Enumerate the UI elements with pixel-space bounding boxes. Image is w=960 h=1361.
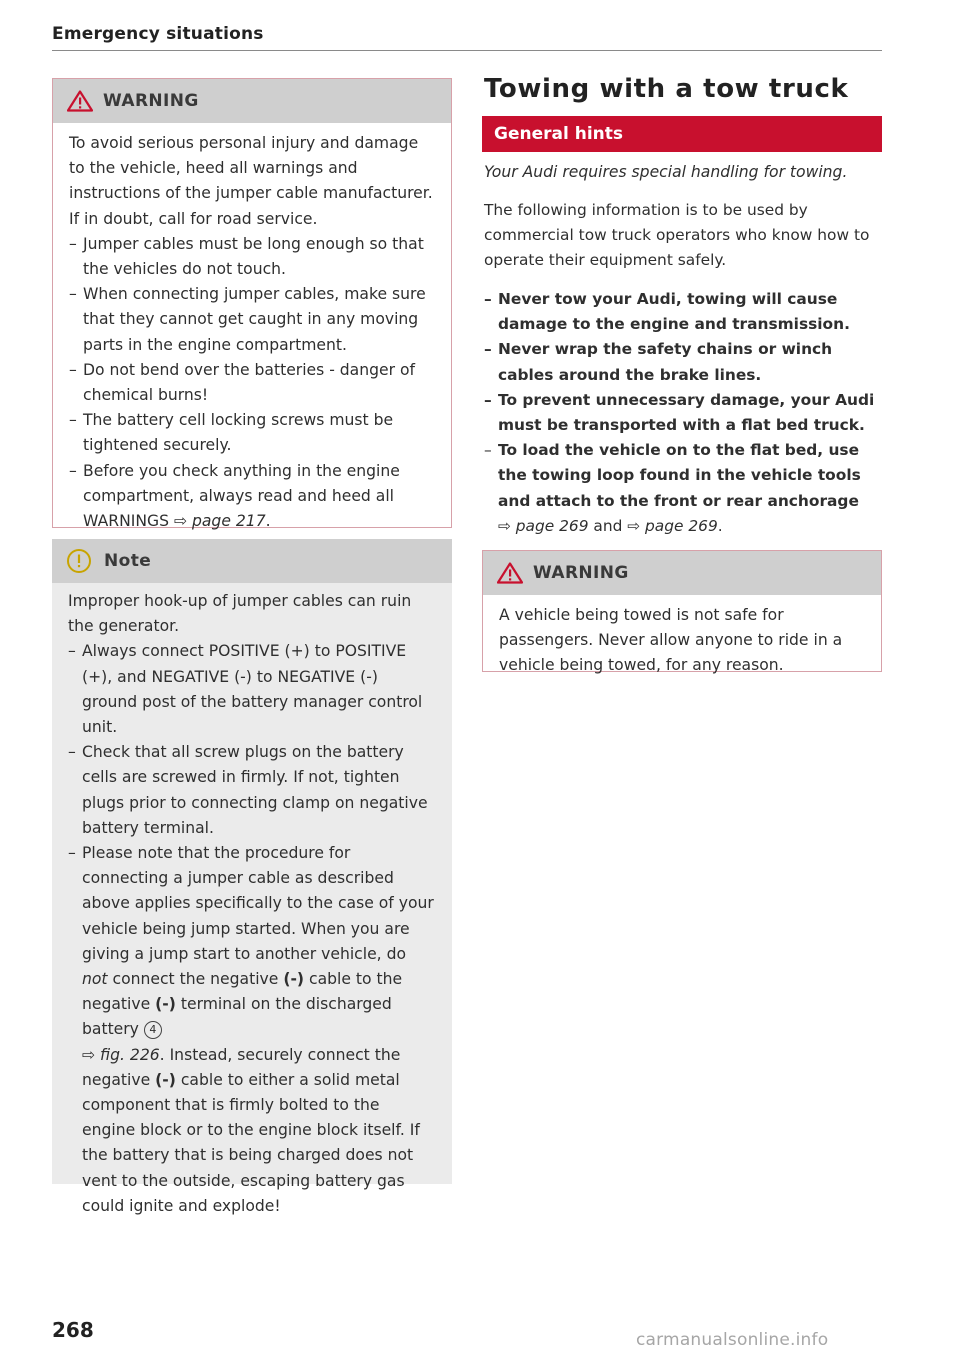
page-number: 268 xyxy=(52,1318,94,1342)
list-item: – Always connect POSITIVE (+) to POSITIVE (+), and NEGATIVE (-) to NEGATIVE (-) ground post of the battery manager control unit. xyxy=(68,639,436,740)
negative-symbol: (-) xyxy=(283,970,305,989)
section-title: Towing with a tow truck xyxy=(484,74,849,104)
warning-box-passengers xyxy=(482,550,882,675)
note-text: cable to the negative xyxy=(82,970,403,1014)
note-intro: Improper hook-up of jumper cables can ruin the generator. xyxy=(68,592,412,636)
list-item: – Never tow your Audi, towing will cause damage to the engine and transmission. xyxy=(484,287,880,337)
list-item: – The battery cell locking screws must be tightened securely. xyxy=(69,408,435,458)
note-body xyxy=(52,583,452,1225)
section-header: Emergency situations xyxy=(52,24,264,44)
page-reference-link[interactable]: ⇨ page 269 xyxy=(627,516,718,535)
negative-symbol: (-) xyxy=(155,1070,176,1089)
warning-triangle-icon xyxy=(67,90,93,112)
list-item-text: To load the vehicle on to the flat bed, use the towing loop found in the vehicle tools and attach to the front or rear anchorage xyxy=(498,441,861,510)
list-item-end: . xyxy=(717,516,723,535)
note-emphasis: not xyxy=(82,970,108,989)
page-reference-link[interactable]: ⇨ page 217 xyxy=(173,512,266,531)
warning-body: A vehicle being towed is not safe for passengers. Never allow anyone to ride in a vehicle being towed, for any reason. xyxy=(499,606,843,675)
note-title: Note xyxy=(104,551,152,571)
towing-list xyxy=(484,287,880,539)
header-divider xyxy=(52,50,882,51)
watermark: carmanualsonline.info xyxy=(636,1330,829,1350)
warning-list xyxy=(69,232,435,534)
note-text: . Instead, securely connect the negative xyxy=(82,1045,401,1089)
note-list xyxy=(68,639,436,1219)
warning-intro: To avoid serious personal injury and damage to the vehicle, heed all warnings and instructions of the jumper cable manufacturer. If in doubt, call for road service. xyxy=(69,134,433,228)
figure-reference-link[interactable]: ⇨ fig. 226 xyxy=(82,1045,160,1064)
list-item: – Never wrap the safety chains or winch cables around the brake lines. xyxy=(484,337,880,387)
callout-number: 4 xyxy=(144,1021,162,1039)
list-item-and: and xyxy=(588,516,628,535)
warning-body xyxy=(53,123,451,540)
paragraph: The following information is to be used by commercial tow truck operators who know how to operate their equipment safely. xyxy=(484,201,870,270)
list-item: – Check that all screw plugs on the battery cells are screwed in firmly. If not, tighten plugs prior to connecting clamp on negative battery terminal. xyxy=(68,740,436,841)
note-header xyxy=(52,539,452,583)
warning-header xyxy=(53,79,451,123)
warning-box-jumper-cables xyxy=(52,78,452,531)
note-text: Please note that the procedure for connecting a jumper cable as described above applies specifically to the case of your vehicle being jump started. When you are giving a jump start to another vehicle, do xyxy=(82,844,434,963)
note-box xyxy=(52,539,452,1215)
list-item xyxy=(68,841,436,1219)
note-text: cable to either a solid metal component that is firmly bolted to the engine block or to the engine block itself. If the battery that is being charged does not vent to the outside, escaping battery gas could ignite and explode! xyxy=(82,1070,420,1215)
list-item xyxy=(484,438,880,539)
list-item: – Do not bend over the batteries - danger of chemical burns! xyxy=(69,358,435,408)
warning-triangle-icon xyxy=(497,562,523,584)
list-item xyxy=(69,459,435,535)
info-circle-icon xyxy=(66,548,92,574)
page-reference-link[interactable]: ⇨ page 269 xyxy=(498,516,589,535)
list-item: – To prevent unnecessary damage, your Audi must be transported with a flat bed truck. xyxy=(484,388,880,438)
list-item: – When connecting jumper cables, make sure that they cannot get caught in any moving parts in the engine compartment. xyxy=(69,282,435,358)
warning-title: WARNING xyxy=(533,563,629,583)
warning-header xyxy=(483,551,881,595)
negative-symbol: (-) xyxy=(155,995,176,1014)
note-text: connect the negative xyxy=(107,970,284,989)
warning-title: WARNING xyxy=(103,91,199,111)
list-item-end: . xyxy=(265,512,271,531)
intro-text: Your Audi requires special handling for towing. xyxy=(484,163,848,181)
note-text: terminal on the discharged battery xyxy=(82,995,392,1039)
subsection-bar: General hints xyxy=(482,116,882,152)
list-item: – Jumper cables must be long enough so that the vehicles do not touch. xyxy=(69,232,435,282)
list-item-text: Before you check anything in the engine compartment, always read and heed all WARNINGS xyxy=(83,461,400,531)
